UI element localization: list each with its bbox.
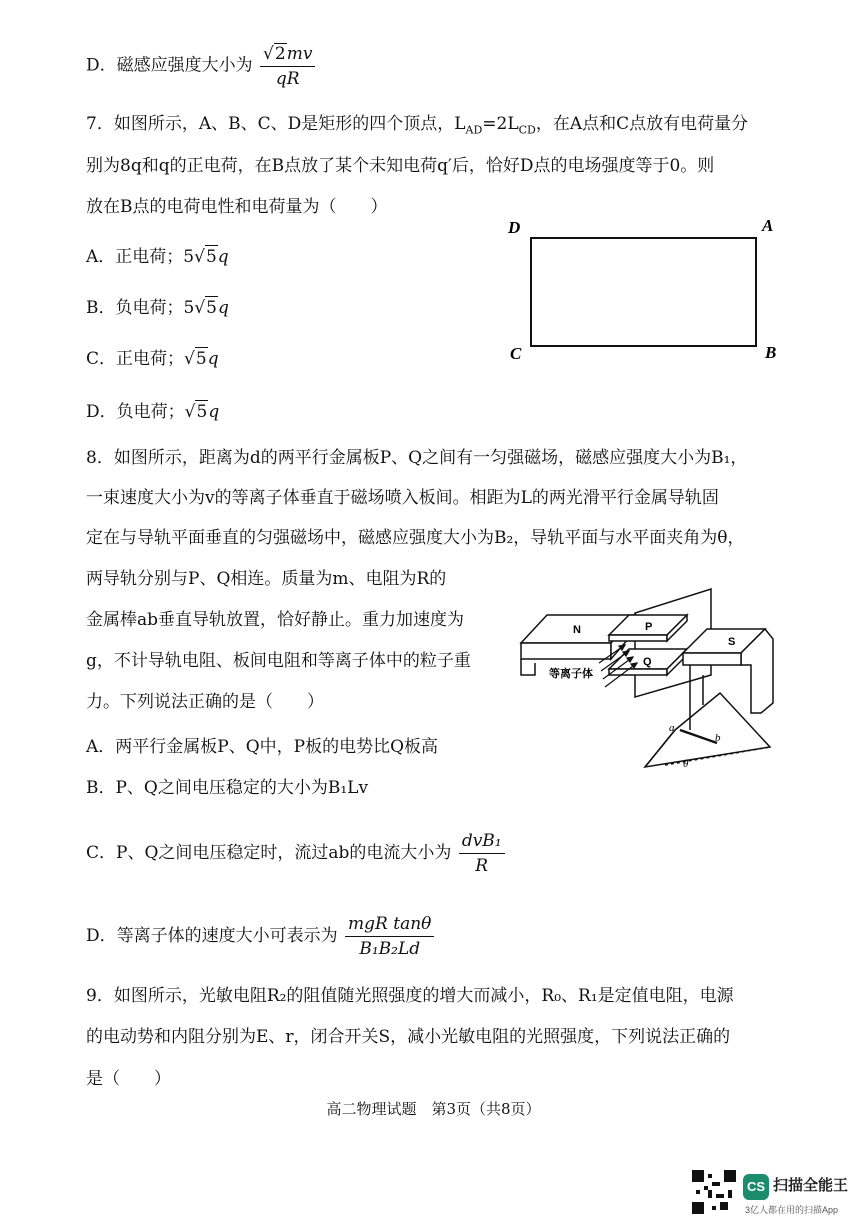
- q8-stem-line-1: 8．如图所示，距离为d的两平行金属板P、Q之间有一匀强磁场，磁感应强度大小为B₁，: [86, 448, 748, 468]
- q7-option-a: A．正电荷；5√5q: [86, 247, 229, 267]
- rectangle-abcd: [531, 238, 756, 346]
- q9-stem-line-3: 是（ ）: [86, 1069, 171, 1089]
- q9-stem-line-2: 的电动势和内阻分别为E、r，闭合开关S，减小光敏电阻的光照强度，下列说法正确的: [86, 1027, 731, 1047]
- q8-option-b: B．P、Q之间电压稳定的大小为B₁Lv: [86, 778, 369, 798]
- q9-stem-line-1: 9．如图所示，光敏电阻R₂的阻值随光照强度的增大而减小，R₀、R₁是定值电阻，电源: [86, 986, 734, 1006]
- label-n: N: [573, 624, 581, 636]
- q8-plasma-generator-figure: [515, 585, 785, 780]
- q6-option-d: [86, 43, 315, 89]
- page-footer: 高二物理试题 第3页（共8页）: [326, 1100, 541, 1118]
- q7-stem-line-2: 别为8q和q的正电荷，在B点放了某个未知电荷q′后，恰好D点的电场强度等于0。则: [86, 156, 715, 176]
- q7-option-d: D．负电荷；√5q: [86, 402, 220, 422]
- vertex-d-label: D: [508, 218, 521, 237]
- label-p: P: [645, 621, 653, 633]
- label-theta: θ: [683, 758, 689, 770]
- q8-option-c-fraction: $\frac{\text{dvB₁}}{R}$: [459, 831, 505, 876]
- q8-stem-line-2: 一束速度大小为v的等离子体垂直于磁场喷入板间。相距为L的两光滑平行金属导轨固: [86, 488, 719, 508]
- q7-option-c: C．正电荷；√5q: [86, 349, 219, 369]
- label-b: b: [715, 732, 721, 744]
- q7-stem-line-1: 7．如图所示，A、B、C、D是矩形的四个顶点，$L_{AD}=2L_{CD}$，在A点和C点放有电荷量分: [86, 114, 749, 137]
- camscanner-logo-icon: CS: [743, 1174, 769, 1200]
- q8-stem-line-5: 金属棒ab垂直导轨放置，恰好静止。重力加速度为: [86, 610, 465, 630]
- q7-option-b: B．负电荷；5√5q: [86, 298, 229, 318]
- label-q: Q: [643, 656, 652, 668]
- label-plasma: 等离子体: [549, 667, 593, 680]
- q8-option-a: A．两平行金属板P、Q中，P板的电势比Q板高: [86, 737, 439, 757]
- q7-rectangle-figure: [500, 210, 800, 370]
- q8-option-d-fraction: $\frac{\text{mgR tanθ}}{\text{B₁B₂Ld}}$: [345, 914, 434, 959]
- q8-stem-line-4: 两导轨分别与P、Q相连。质量为m、电阻为R的: [86, 569, 447, 589]
- q8-stem-line-3: 定在与导轨平面垂直的匀强磁场中，磁感应强度大小为B₂，导轨平面与水平面夹角为θ，: [86, 528, 745, 548]
- q7-stem-line-3: 放在B点的电荷电性和电荷量为（ ）: [86, 197, 388, 217]
- q8-option-c: C．P、Q之间电压稳定时，流过ab的电流大小为 $\frac{\text{dvB₁}}{R}$: [86, 831, 505, 876]
- q6-option-d-text: D．磁感应强度大小为: [86, 55, 253, 76]
- scanner-tagline: 3亿人都在用的扫描App: [745, 1205, 839, 1215]
- scanner-app-name: 扫描全能王: [773, 1177, 849, 1194]
- vertex-c-label: C: [510, 344, 522, 363]
- label-a: a: [669, 722, 675, 734]
- label-s: S: [728, 636, 736, 648]
- q8-stem-line-7: 力。下列说法正确的是（ ）: [86, 692, 324, 712]
- q6-option-d-fraction: $\frac{√2mv}{qR}$: [260, 43, 315, 89]
- q8-stem-line-6: g，不计导轨电阻、板间电阻和等离子体中的粒子重: [86, 651, 471, 671]
- qr-code-icon: [692, 1170, 736, 1214]
- q8-option-d: D．等离子体的速度大小可表示为 $\frac{\text{mgR tanθ}}{\text{B₁B₂Ld}}$: [86, 914, 434, 959]
- rod-ab: [680, 730, 717, 743]
- vertex-a-label: A: [762, 216, 774, 235]
- vertex-b-label: B: [765, 343, 777, 362]
